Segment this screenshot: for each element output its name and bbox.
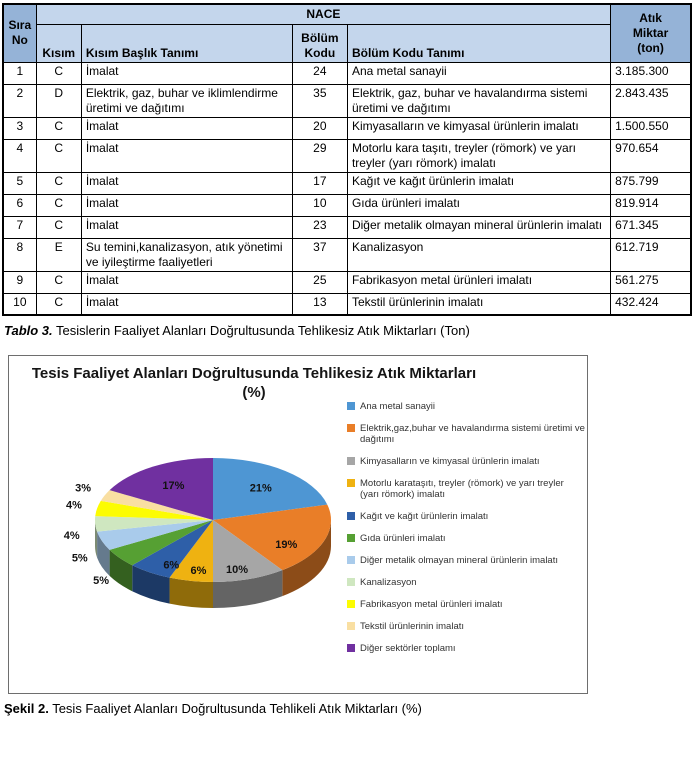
cell-no: 10 <box>3 293 36 315</box>
cell-kod: 25 <box>292 271 347 293</box>
legend-item-8 <box>347 599 585 610</box>
pie-data-label: 21% <box>249 482 272 495</box>
cell-kisim_tanim: Elektrik, gaz, buhar ve iklimlendirme üretimi ve dağıtımı <box>81 84 292 117</box>
table-header-row-1 <box>3 4 691 24</box>
pie-chart <box>9 396 354 624</box>
cell-kod: 17 <box>292 172 347 194</box>
cell-kod_tanim: Kimyasalların ve kimyasal ürünlerin imalatı <box>347 117 610 139</box>
cell-kod: 20 <box>292 117 347 139</box>
cell-miktar: 432.424 <box>611 293 691 315</box>
figure-caption <box>4 701 692 717</box>
cell-kisim: C <box>36 139 81 172</box>
cell-kod_tanim: Tekstil ürünlerinin imalatı <box>347 293 610 315</box>
cell-miktar: 875.799 <box>611 172 691 194</box>
cell-no: 5 <box>3 172 36 194</box>
pie-slice-3 <box>170 578 213 608</box>
cell-no: 2 <box>3 84 36 117</box>
legend-item-10 <box>347 643 585 654</box>
table-row <box>3 238 691 271</box>
legend-label: Elektrik,gaz,buhar ve havalandırma sistemi üretimi ve dağıtımı <box>360 423 585 445</box>
table-row <box>3 139 691 172</box>
cell-no: 6 <box>3 194 36 216</box>
header-bolum-kodu: Bölüm Kodu <box>292 24 347 62</box>
cell-kisim: C <box>36 172 81 194</box>
table-row <box>3 84 691 117</box>
table-row <box>3 117 691 139</box>
legend-swatch-icon <box>347 622 355 630</box>
header-nace: NACE <box>36 4 610 24</box>
cell-kisim_tanim: İmalat <box>81 62 292 84</box>
pie-data-label: 4% <box>65 499 82 512</box>
legend-swatch-icon <box>347 556 355 564</box>
legend-label: Fabrikasyon metal ürünleri imalatı <box>360 599 503 610</box>
legend-swatch-icon <box>347 479 355 487</box>
figure-caption-text: Tesis Faaliyet Alanları Doğrultusunda Tehlikeli Atık Miktarları (%) <box>52 701 422 716</box>
cell-kisim_tanim: İmalat <box>81 271 292 293</box>
pie-chart-figure <box>8 355 588 694</box>
cell-kisim: D <box>36 84 81 117</box>
table-caption-text: Tesislerin Faaliyet Alanları Doğrultusunda Tehlikesiz Atık Miktarları (Ton) <box>56 323 470 338</box>
table-caption-label: Tablo 3. <box>4 323 53 338</box>
pie-data-label: 3% <box>75 482 91 495</box>
pie-data-label: 10% <box>226 563 249 576</box>
cell-kisim: C <box>36 216 81 238</box>
cell-miktar: 671.345 <box>611 216 691 238</box>
header-kisim: Kısım <box>36 24 81 62</box>
pie-data-label: 19% <box>275 538 298 551</box>
legend-swatch-icon <box>347 644 355 652</box>
legend-label: Kimyasalların ve kimyasal ürünlerin imalatı <box>360 456 540 467</box>
legend-item-6 <box>347 555 585 566</box>
legend-item-5 <box>347 533 585 544</box>
pie-data-label: 4% <box>63 530 80 543</box>
table-row <box>3 293 691 315</box>
cell-kod: 24 <box>292 62 347 84</box>
cell-kisim: C <box>36 293 81 315</box>
legend-item-1 <box>347 423 585 445</box>
cell-kisim_tanim: İmalat <box>81 117 292 139</box>
cell-kod_tanim: Fabrikasyon metal ürünleri imalatı <box>347 271 610 293</box>
cell-kod: 10 <box>292 194 347 216</box>
table-caption <box>4 323 692 339</box>
chart-title: Tesis Faaliyet Alanları Doğrultusunda Tehlikesiz Atık Miktarları (%) <box>31 365 477 401</box>
cell-miktar: 561.275 <box>611 271 691 293</box>
cell-miktar: 612.719 <box>611 238 691 271</box>
waste-amounts-table <box>2 3 692 316</box>
cell-kod_tanim: Kanalizasyon <box>347 238 610 271</box>
cell-kisim_tanim: İmalat <box>81 139 292 172</box>
table-row <box>3 62 691 84</box>
legend-item-7 <box>347 577 585 588</box>
legend-label: Ana metal sanayii <box>360 401 435 412</box>
cell-kod_tanim: Diğer metalik olmayan mineral ürünlerin imalatı <box>347 216 610 238</box>
legend-swatch-icon <box>347 424 355 432</box>
cell-kisim_tanim: İmalat <box>81 216 292 238</box>
cell-no: 1 <box>3 62 36 84</box>
legend-item-4 <box>347 511 585 522</box>
cell-miktar: 2.843.435 <box>611 84 691 117</box>
header-atik-miktar: Atık Miktar (ton) <box>611 4 691 62</box>
cell-miktar: 819.914 <box>611 194 691 216</box>
header-bolum-kodu-tanimi: Bölüm Kodu Tanımı <box>347 24 610 62</box>
legend-label: Tekstil ürünlerinin imalatı <box>360 621 465 632</box>
cell-kod_tanim: Ana metal sanayii <box>347 62 610 84</box>
cell-miktar: 1.500.550 <box>611 117 691 139</box>
table-row <box>3 216 691 238</box>
pie-data-label: 5% <box>71 552 88 565</box>
pie-data-label: 6% <box>190 565 207 578</box>
legend-label: Diğer sektörler toplamı <box>360 643 456 654</box>
legend-item-9 <box>347 621 585 632</box>
cell-kisim_tanim: İmalat <box>81 172 292 194</box>
legend-item-0 <box>347 401 585 412</box>
cell-miktar: 970.654 <box>611 139 691 172</box>
cell-miktar: 3.185.300 <box>611 62 691 84</box>
cell-kod_tanim: Kağıt ve kağıt ürünlerin imalatı <box>347 172 610 194</box>
cell-kod_tanim: Elektrik, gaz, buhar ve havalandırma sistemi üretimi ve dağıtımı <box>347 84 610 117</box>
pie-data-label: 6% <box>163 559 180 572</box>
legend-label: Diğer metalik olmayan mineral ürünlerin imalatı <box>360 555 558 566</box>
cell-no: 3 <box>3 117 36 139</box>
cell-no: 4 <box>3 139 36 172</box>
legend-label: Gıda ürünleri imalatı <box>360 533 446 544</box>
legend-item-2 <box>347 456 585 467</box>
pie-data-label: 5% <box>93 575 110 588</box>
cell-kisim: C <box>36 117 81 139</box>
header-sira-no: Sıra No <box>3 4 36 62</box>
figure-caption-label: Şekil 2. <box>4 701 49 716</box>
legend-swatch-icon <box>347 512 355 520</box>
table-header-row-2 <box>3 24 691 62</box>
legend-swatch-icon <box>347 600 355 608</box>
pie-data-label: 17% <box>162 479 185 492</box>
table-row <box>3 194 691 216</box>
cell-kisim: C <box>36 271 81 293</box>
legend-swatch-icon <box>347 457 355 465</box>
cell-kisim: C <box>36 62 81 84</box>
cell-kisim_tanim: İmalat <box>81 293 292 315</box>
cell-kisim_tanim: İmalat <box>81 194 292 216</box>
cell-kod: 37 <box>292 238 347 271</box>
legend-item-3 <box>347 478 585 500</box>
cell-kod_tanim: Gıda ürünleri imalatı <box>347 194 610 216</box>
legend-swatch-icon <box>347 578 355 586</box>
legend-swatch-icon <box>347 402 355 410</box>
table-row <box>3 271 691 293</box>
table-row <box>3 172 691 194</box>
header-kisim-baslik: Kısım Başlık Tanımı <box>81 24 292 62</box>
chart-legend <box>347 401 585 665</box>
cell-kod_tanim: Motorlu kara taşıtı, treyler (römork) ve yarı treyler (yarı römork) imalatı <box>347 139 610 172</box>
cell-kod: 35 <box>292 84 347 117</box>
cell-kod: 13 <box>292 293 347 315</box>
cell-no: 7 <box>3 216 36 238</box>
cell-no: 8 <box>3 238 36 271</box>
cell-kisim: E <box>36 238 81 271</box>
cell-kisim_tanim: Su temini,kanalizasyon, atık yönetimi ve iyileştirme faaliyetleri <box>81 238 292 271</box>
cell-no: 9 <box>3 271 36 293</box>
legend-label: Kağıt ve kağıt ürünlerin imalatı <box>360 511 489 522</box>
cell-kisim: C <box>36 194 81 216</box>
legend-label: Motorlu karataşıtı, treyler (römork) ve yarı treyler (yarı römork) imalatı <box>360 478 564 500</box>
cell-kod: 29 <box>292 139 347 172</box>
cell-kod: 23 <box>292 216 347 238</box>
legend-swatch-icon <box>347 534 355 542</box>
legend-label: Kanalizasyon <box>360 577 417 588</box>
